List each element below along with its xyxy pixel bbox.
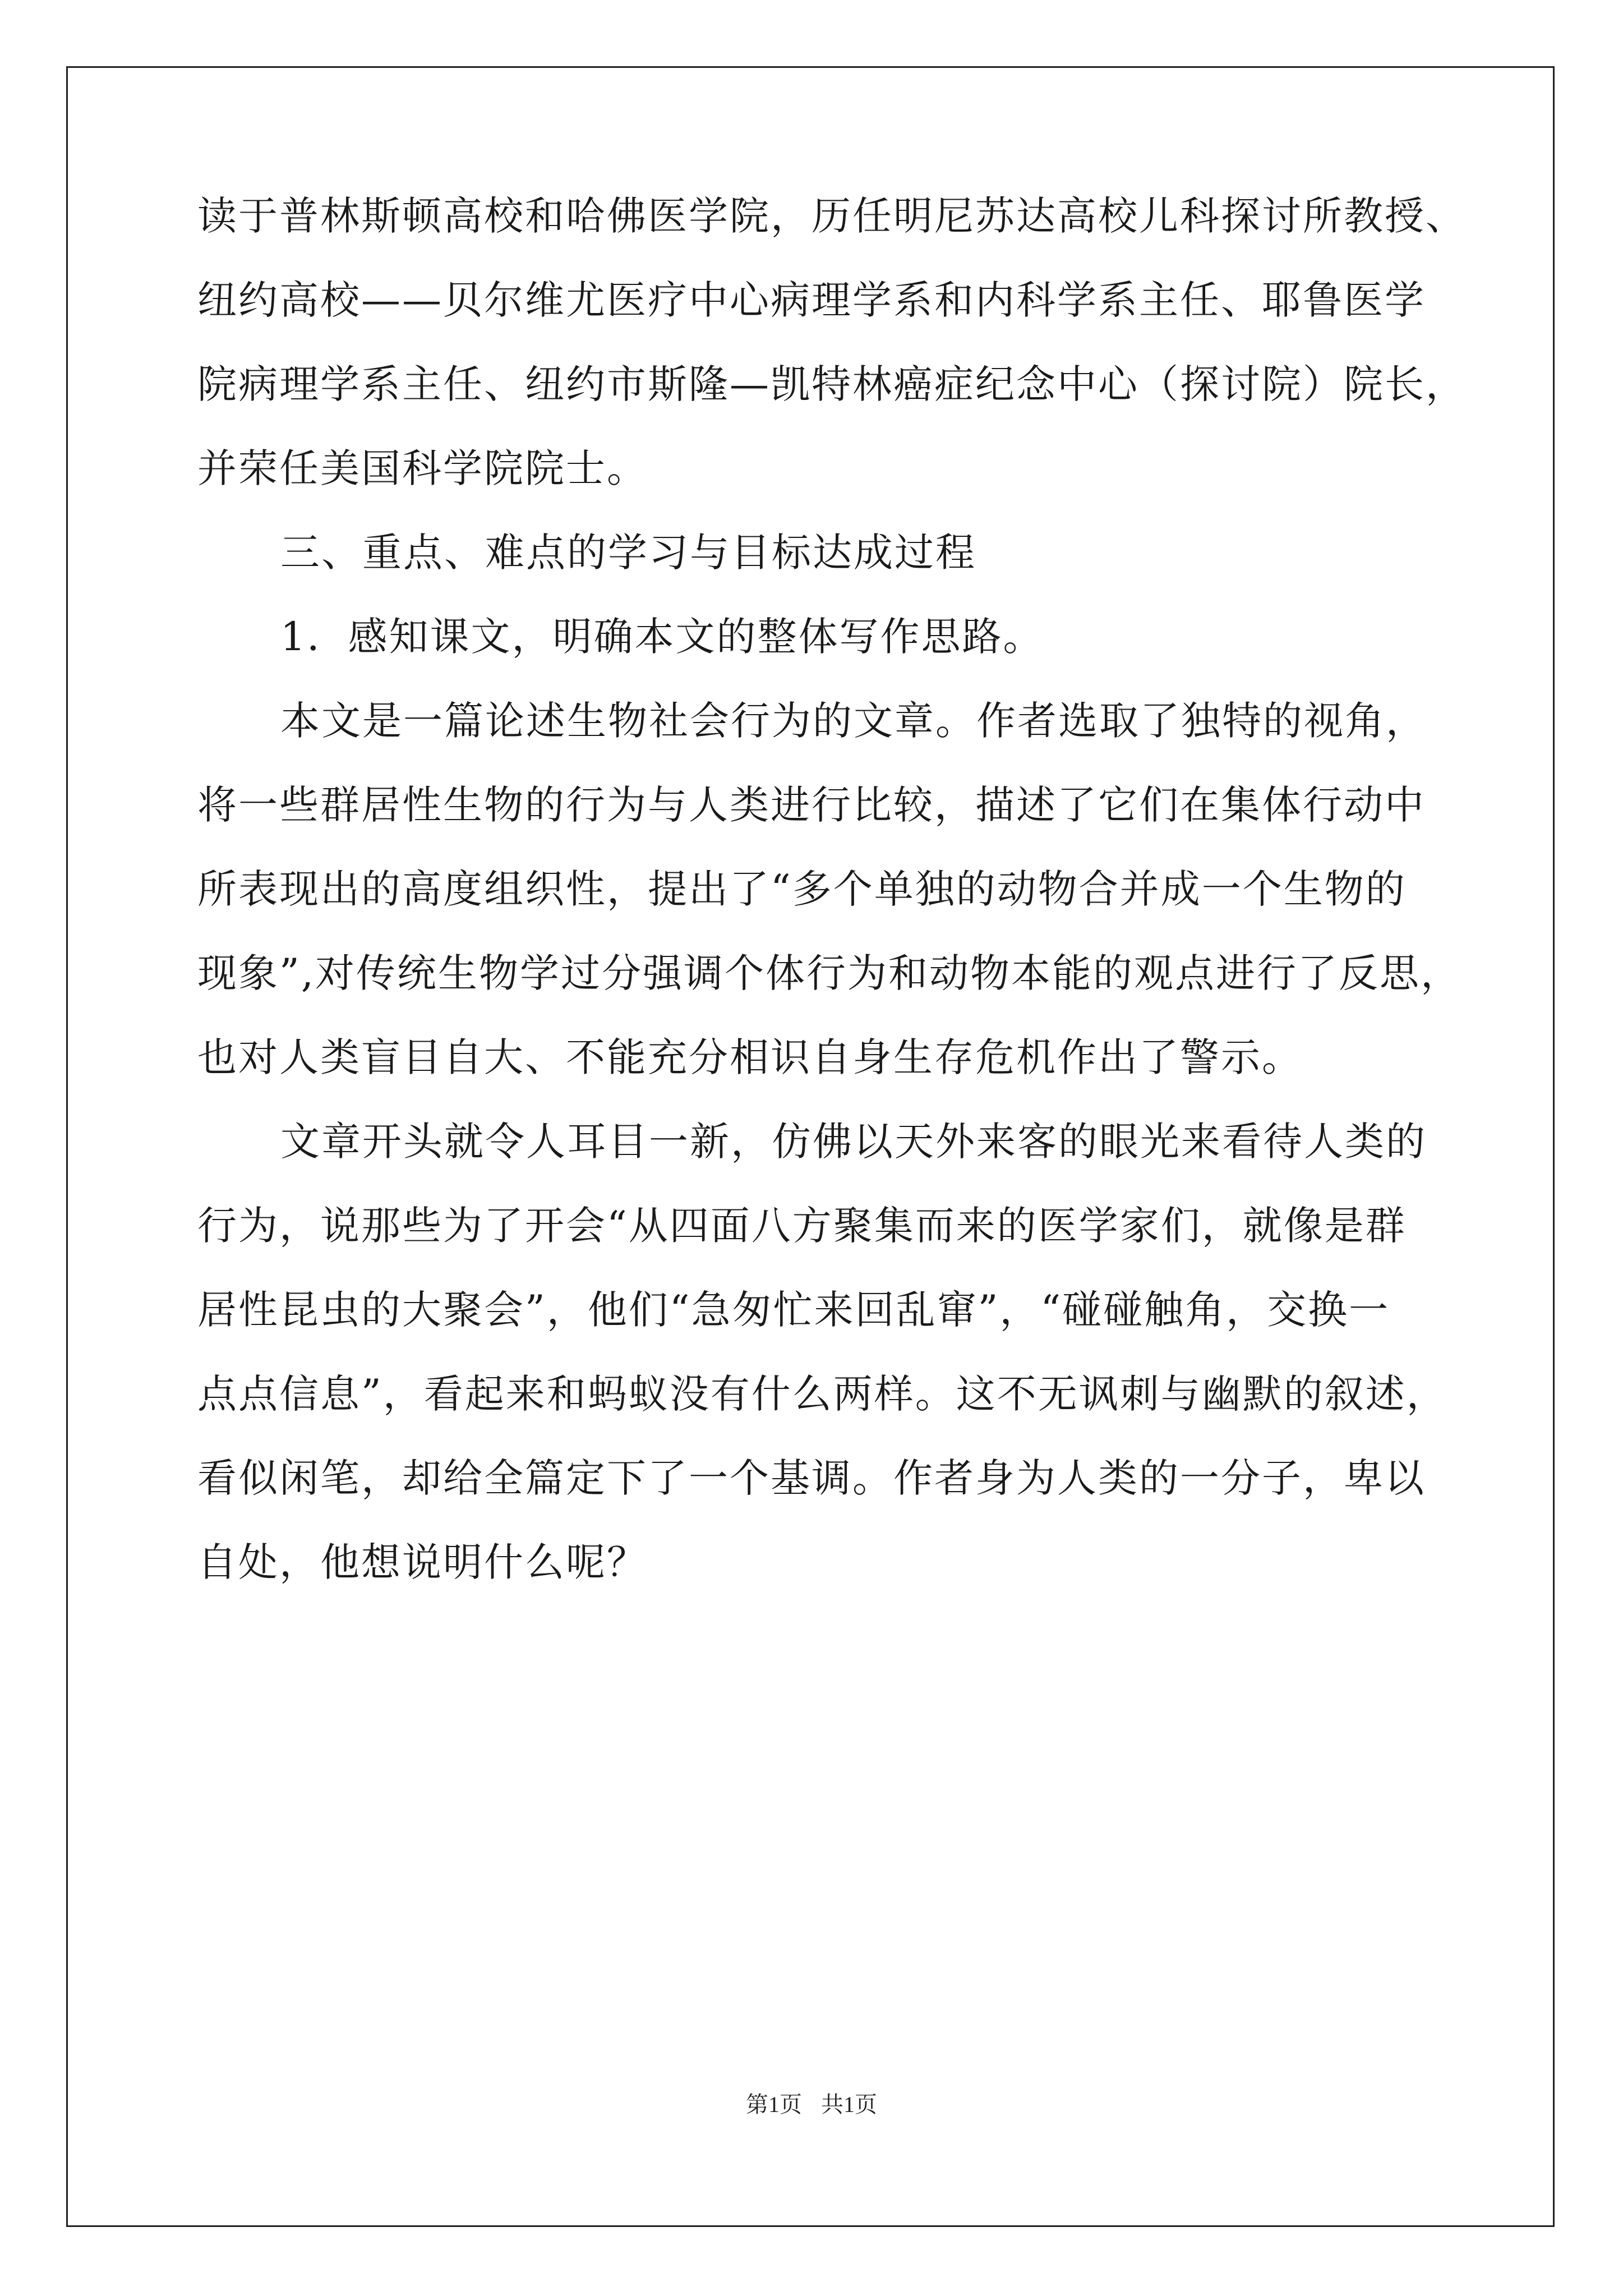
text-line: 本文是一篇论述生物社会行为的文章。作者选取了独特的视角， — [280, 698, 1427, 744]
section-heading: 三、重点、难点的学习与目标达成过程 — [280, 530, 976, 576]
text-line: 看似闲笔，却给全篇定下了一个基调。作者身为人类的一分子，卑以 — [197, 1455, 1426, 1501]
text-line: 纽约高校——贝尔维尤医疗中心病理学系和内科学系主任、耶鲁医学 — [197, 277, 1426, 323]
text-line: 居性昆虫的大聚会”，他们“急匆忙来回乱窜”，“碰碰触角，交换一 — [197, 1287, 1390, 1333]
text-line: 行为，说那些为了开会“从四面八方聚集而来的医学家们，就像是群 — [197, 1203, 1407, 1249]
text-line: 现象”,对传统生物学过分强调个体行为和动物本能的观点进行了反思， — [197, 950, 1462, 996]
text-line: 并荣任美国科学院院士。 — [197, 445, 648, 491]
text-line: 所表现出的高度组织性，提出了“多个单独的动物合并成一个生物的 — [197, 866, 1407, 912]
text-line: 也对人类盲目自大、不能充分相识自身生存危机作出了警示。 — [197, 1034, 1303, 1080]
text-line: 读于普林斯顿高校和哈佛医学院，历任明尼苏达高校儿科探讨所教授、 — [197, 193, 1467, 239]
subsection-heading: 1．感知课文，明确本文的整体写作思路。 — [280, 614, 1044, 660]
text-line: 点点信息”，看起来和蚂蚁没有什么两样。这不无讽刺与幽默的叙述， — [197, 1371, 1447, 1417]
text-line: 将一些群居性生物的行为与人类进行比较，描述了它们在集体行动中 — [197, 782, 1426, 828]
text-line: 院病理学系主任、纽约市斯隆—凯特林癌症纪念中心（探讨院）院长， — [197, 361, 1467, 407]
text-line: 文章开头就令人耳目一新，仿佛以天外来客的眼光来看待人类的 — [280, 1119, 1427, 1165]
page-number: 第1页 — [746, 2092, 802, 2117]
page-footer — [0, 2091, 1623, 2119]
page-total: 共1页 — [821, 2092, 877, 2117]
text-line: 自处，他想说明什么呢？ — [197, 1539, 648, 1585]
